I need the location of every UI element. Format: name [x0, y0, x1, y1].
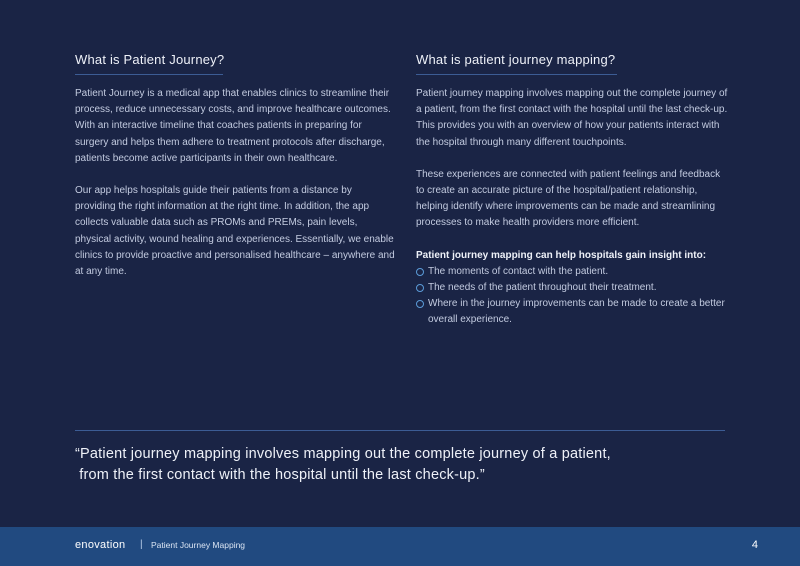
left-column: [75, 52, 395, 296]
circle-bullet-icon: [416, 284, 424, 292]
left-heading: What is Patient Journey?: [75, 52, 225, 67]
right-heading-rule: [416, 74, 617, 75]
quote-line-2: from the first contact with the hospital until the last check-up.”: [79, 467, 485, 483]
list-item: [416, 280, 731, 296]
list-item-text: Where in the journey improvements can be made to create a better overall experience.: [428, 298, 725, 326]
left-heading-rule: [75, 74, 223, 75]
left-paragraph-2: Our app helps hospitals guide their patients from a distance by providing the right information at the right time. In addition, the app collects valuable data such as PROMs and PREMs, pain levels, physical activity, wound healing and experiences. Essentially, we enable clinics to provide proactive and personalised healthcare – anywhere and at any time.: [75, 185, 395, 278]
right-paragraph-2: These experiences are connected with patient feelings and feedback to create an accurate picture of the hospital/patient relationship, helping identify where improvements can be made and streamlining processes to make health providers more efficient.: [416, 168, 721, 229]
right-paragraph-1: Patient journey mapping involves mapping out the complete journey of a patient, from the first contact with the hospital until the last check-up. This provides you with an overview of how your patients interact with the hospital through many different touchpoints.: [416, 88, 728, 148]
circle-bullet-icon: [416, 300, 424, 308]
insight-list: [416, 264, 731, 329]
page-number: 4: [751, 539, 758, 551]
quote-line-1: “Patient journey mapping involves mapping out the complete journey of a patient,: [75, 446, 611, 462]
brand-logo: enovation: [75, 539, 126, 551]
list-item-text: The needs of the patient throughout their treatment.: [428, 281, 657, 293]
footer-separator: |: [140, 539, 143, 550]
footer-bar: [0, 527, 800, 566]
circle-bullet-icon: [416, 268, 424, 276]
list-item: [416, 264, 731, 280]
list-item: [416, 296, 731, 328]
insight-list-heading: Patient journey mapping can help hospitals gain insight into:: [416, 249, 707, 261]
footer-title: Patient Journey Mapping: [151, 540, 246, 550]
quote-divider: [75, 430, 725, 431]
right-heading: What is patient journey mapping?: [416, 52, 616, 67]
list-item-text: The moments of contact with the patient.: [428, 265, 609, 277]
right-column: [416, 52, 731, 328]
pull-quote: [75, 444, 725, 486]
left-paragraph-1: Patient Journey is a medical app that enables clinics to streamline their process, reduce unnecessary costs, and improve healthcare outcomes. With an interactive timeline that coaches patients in preparing for surgery and helps them adhere to treatment protocols after discharge, patients become active participants in their own healthcare.: [75, 88, 391, 164]
